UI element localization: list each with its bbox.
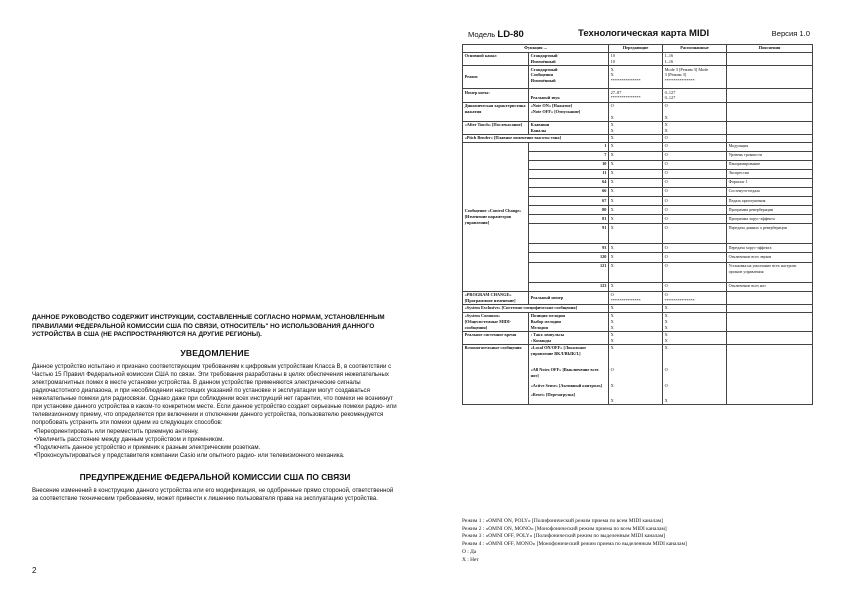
table-cell <box>529 331 609 344</box>
table-cell: X <box>609 188 663 197</box>
table-cell: X <box>609 169 663 178</box>
table-row-basic-channel <box>463 52 813 65</box>
table-cell: X <box>664 127 668 133</box>
table-cell <box>529 345 609 405</box>
table-cell <box>529 102 609 121</box>
table-cell: Позиция мелодии <box>530 312 566 318</box>
table-cell: X <box>609 142 663 151</box>
table-cell: 80 <box>529 206 609 215</box>
table-cell: X <box>609 135 663 143</box>
table-cell: Сообщения <box>530 72 553 78</box>
table-cell: X <box>609 262 663 282</box>
table-cell <box>663 291 727 304</box>
table-cell <box>663 89 727 102</box>
table-cell: «Local ON/OFF» [Локальное управление ВКЛ/ВЫКЛ.] <box>530 345 587 357</box>
table-cell: Сообщение «Control Change» [Изменение параметров управления] <box>463 142 529 291</box>
table-cell: X <box>664 332 668 338</box>
table-cell: «Pitch Bender» [Плавное изменение высоты тона] <box>463 135 609 143</box>
table-cell <box>663 331 727 344</box>
table-cell: X <box>610 324 614 330</box>
table-cell: 11 <box>529 169 609 178</box>
table-cell <box>609 89 663 102</box>
table-cell: X <box>610 72 614 78</box>
table-cell: Панорамирование <box>727 160 813 169</box>
table-cell: X <box>610 127 614 133</box>
table-cell: O <box>663 244 727 253</box>
table-cell: O <box>663 178 727 187</box>
table-cell <box>727 52 813 65</box>
table-cell: 0–127 <box>664 89 676 95</box>
table-row-note-number <box>463 89 813 102</box>
table-cell: Реальный номер <box>529 291 609 304</box>
table-cell: Передача данных о реверберации <box>727 224 813 244</box>
table-cell: X <box>609 282 663 291</box>
table-cell: X <box>609 304 663 312</box>
table-cell <box>727 345 813 405</box>
table-cell <box>727 66 813 89</box>
table-cell <box>663 102 727 121</box>
table-cell: Состенуто-педаль <box>727 188 813 197</box>
table-cell: O <box>663 135 727 143</box>
table-cell: O <box>610 291 614 297</box>
table-cell: «System Common» [Общесистемные MIDI-сообщения] <box>463 312 529 331</box>
table-cell: O <box>663 160 727 169</box>
table-cell: X <box>610 332 614 338</box>
bullet-item: • Увеличить расстояние между данным устройством и приемником. <box>34 436 398 444</box>
table-cell: Стандартный <box>530 53 558 59</box>
table-cell: 0–127 <box>664 95 676 101</box>
table-cell <box>727 121 813 134</box>
table-cell <box>663 345 727 405</box>
table-cell: X <box>664 337 668 343</box>
table-cell: O <box>663 206 727 215</box>
table-row-system-common <box>463 312 813 331</box>
table-cell: ************** <box>610 78 641 84</box>
table-cell: Отключение всех звуков <box>727 253 813 262</box>
table-cell: Изменённый <box>530 58 556 64</box>
col-transmitted: Передающие <box>609 45 663 53</box>
table-cell: 1–16 <box>664 53 674 59</box>
note-line: O : Да <box>462 548 477 555</box>
table-cell: X <box>609 224 663 244</box>
table-cell: X <box>664 318 668 324</box>
col-function: Функция ... <box>463 45 609 53</box>
table-cell: O <box>663 197 727 206</box>
table-cell <box>609 52 663 65</box>
table-cell <box>727 102 813 121</box>
table-cell: Режим <box>463 66 529 89</box>
table-cell: 3 [Режим 3] <box>664 72 687 78</box>
table-cell <box>529 121 609 134</box>
table-cell <box>609 331 663 344</box>
table-cell <box>727 135 813 143</box>
table-cell: X <box>609 178 663 187</box>
table-cell: Экспрессия <box>727 169 813 178</box>
table-cell: O <box>663 215 727 224</box>
table-cell: X <box>664 312 668 318</box>
table-cell: 1 <box>529 142 609 151</box>
table-cell <box>663 52 727 65</box>
note-line: Режим 2 : «OMNI ON, MONO» [Монофонический режим приема по всем MIDI каналам] <box>462 525 667 532</box>
table-cell: «Note ON» [Нажатие] <box>530 102 573 108</box>
table-cell: Отключение всех нот <box>727 282 813 291</box>
table-cell: ************** <box>664 78 695 84</box>
table-row-control-change <box>463 142 813 151</box>
table-cell: ************** <box>610 297 641 303</box>
table-cell <box>663 312 727 331</box>
notice-title: УВЕДОМЛЕНИЕ <box>180 347 250 358</box>
col-remarks: Пояснения <box>727 45 813 53</box>
table-cell: X <box>663 304 727 312</box>
note-line: X : Нет <box>462 556 479 563</box>
table-cell: O <box>663 169 727 178</box>
table-cell: 120 <box>529 253 609 262</box>
table-cell: 66 <box>529 188 609 197</box>
table-cell <box>531 357 607 367</box>
table-cell: «All Notes OFF» [Выключение всех нот] <box>530 367 599 378</box>
table-header-row <box>463 45 813 53</box>
table-cell: Установка на умолчание всех настроек органов управления <box>727 262 813 282</box>
table-cell: X <box>664 114 668 120</box>
table-cell: X <box>610 114 614 120</box>
table-cell: : Такт. импульсы <box>530 332 565 338</box>
table-cell: Стандартный <box>530 66 558 72</box>
fcc-caps-notice: ДАННОЕ РУКОВОДСТВО СОДЕРЖИТ ИНСТРУКЦИИ, СОСТАВЛЕННЫЕ СОГЛАСНО НОРМАМ, УСТАНОВЛЕННЫМ ПРАВИЛАМИ ФЕДЕРАЛЬНОЙ КОМИССИИ США ПО СВЯЗИ, ОТНОСИТЕЛЬ" НО ИСПОЛЬЗОВАНИЯ ДАННОГО УСТРОЙСТВА В США (НЕ РАСПРОСТРАНЯЮТСЯ НА ДРУГИЕ РЕГИОНЫ). <box>32 314 385 339</box>
table-cell <box>609 102 663 121</box>
table-cell: X <box>609 253 663 262</box>
table-cell: O <box>664 291 668 297</box>
table-cell: Изменённый <box>530 78 556 84</box>
warning-body: Внесение изменений в конструкцию данного устройства или его модификация, не одобренные прямо стороной, ответственной за соответствие техническим требованиям, может привести к лишению пользователя права на эксплуатацию устройства. <box>32 486 394 502</box>
table-cell: ************** <box>610 95 641 101</box>
notice-bullet-list <box>32 428 398 460</box>
table-cell: X <box>609 215 663 224</box>
table-cell <box>727 291 813 304</box>
table-cell: X <box>610 345 614 351</box>
table-cell: X <box>664 122 668 128</box>
table-cell: O <box>664 102 668 108</box>
table-cell: O <box>663 188 727 197</box>
table-cell <box>727 304 813 312</box>
chart-title: Технологическая карта MIDI <box>578 28 710 39</box>
page-number: 2 <box>32 566 37 575</box>
table-row-system-exclusive <box>463 304 813 312</box>
table-cell <box>529 312 609 331</box>
midi-chart-header <box>468 28 810 40</box>
table-row-system-realtime <box>463 331 813 344</box>
table-cell: ************** <box>664 297 695 303</box>
table-cell: Динамическая характеристика нажатия <box>463 102 529 121</box>
left-page <box>32 314 398 503</box>
table-cell: «Note OFF» [Отпускание] <box>530 108 581 114</box>
table-cell: Модуляция <box>727 142 813 151</box>
table-cell: O <box>663 142 727 151</box>
mode-notes <box>462 518 687 564</box>
table-cell <box>609 121 663 134</box>
table-cell <box>609 66 663 89</box>
table-cell: X <box>609 244 663 253</box>
table-cell: Педаль приглушения <box>727 197 813 206</box>
table-cell <box>663 66 727 89</box>
table-row-velocity <box>463 102 813 121</box>
table-cell: Основной канал <box>463 52 529 65</box>
table-cell: Реальное системное время <box>463 331 529 344</box>
col-recognized: Распознанные <box>663 45 727 53</box>
table-cell: 81 <box>529 215 609 224</box>
table-cell: 27–87 <box>610 89 622 95</box>
table-cell: O <box>663 224 727 244</box>
warning-title: ПРЕДУПРЕЖДЕНИЕ ФЕДЕРАЛЬНОЙ КОМИССИИ США ПО СВЯЗИ <box>79 471 351 482</box>
note-line: Режим 3 : «OMNI OFF, POLY» [Полифонический режим по выделенным MIDI каналам] <box>462 533 666 540</box>
table-cell: X <box>609 160 663 169</box>
table-cell <box>611 357 661 367</box>
table-cell: «PROGRAM CHANGE» [Программное изменение] <box>463 291 529 304</box>
table-cell: 121 <box>529 262 609 282</box>
table-cell: 91 <box>529 224 609 244</box>
table-cell: O <box>663 253 727 262</box>
table-cell: Форшлаг 1 <box>727 178 813 187</box>
version-label: Версия 1.0 <box>771 29 810 38</box>
table-cell: Вспомогательные сообщения <box>463 345 529 405</box>
table-cell: O <box>663 282 727 291</box>
table-cell <box>663 121 727 134</box>
note-line: Режим 4 : «OMNI OFF, MONO» [Монофонический режим приема по выделенным MIDI каналам] <box>462 541 687 548</box>
table-cell: Реальный звук <box>529 89 609 102</box>
table-cell: 1–16 <box>664 58 674 64</box>
table-cell: X <box>610 398 614 404</box>
notice-body: Данное устройство испытано и признано соответствующим требованиям к цифровым устройствам Класса B, в соответствии с Частью 15 Правил Федеральной комиссии США по связи. Эти требования разработаны в целях обеспечения нежелательных электромагнитных помех в месте установки устройства. В данном устройстве применяются электрические сигналы радиочастотного диапазона, и при несоблюдении настоящих указаний по установке и эксплуатации могут создаваться нежелательные помехи для радиосвязи. Однако даже при соблюдении всех инструкций нет гарантии, что помехи не возникнут при установке данного устройства в каком-то конкретном месте. Если данное устройство создает серьезные помехи радио- или телевизионному приему, что определяется при включении и отключении данного устройства, пользователю рекомендуется попробовать устранить эти помехи одним из следующих способов: <box>32 362 397 427</box>
table-cell: «System Exclusive» [Системно-специфические сообщения] <box>463 304 609 312</box>
table-cell: 7 <box>529 151 609 160</box>
model-label: Модель LD-80 <box>468 29 524 40</box>
table-cell: X <box>610 122 614 128</box>
table-cell: Mode 3 [Режим 3] Mode <box>664 66 709 72</box>
table-cell <box>727 89 813 102</box>
table-row-program-change <box>463 291 813 304</box>
model-value: LD-80 <box>497 29 524 40</box>
table-cell: X <box>664 324 668 330</box>
table-cell: O <box>610 102 614 108</box>
table-cell <box>665 357 725 367</box>
table-cell: X <box>664 398 668 404</box>
table-cell: X <box>609 206 663 215</box>
table-cell: «Active Sense» [Активный контроль] <box>530 382 603 388</box>
table-cell: 10 <box>529 160 609 169</box>
table-cell: O <box>664 382 668 388</box>
table-row-mode <box>463 66 813 89</box>
table-row-aftertouch <box>463 121 813 134</box>
table-cell: Каналы <box>530 127 547 133</box>
table-cell <box>529 52 609 65</box>
table-cell: O <box>610 367 614 373</box>
table-cell: «Reset» [Перезагрузка] <box>530 392 575 398</box>
table-cell: X <box>610 337 614 343</box>
table-cell <box>727 312 813 331</box>
table-cell: X <box>610 66 614 72</box>
table-cell: Уровень громкости <box>727 151 813 160</box>
table-cell: O <box>664 367 668 373</box>
table-cell: Клавиши <box>530 122 550 128</box>
table-row-pitch-bend <box>463 135 813 143</box>
table-cell: «After Touch» [Послекасание] <box>463 121 529 134</box>
table-cell: Программа хорус-эффекта <box>727 215 813 224</box>
table-cell: X <box>609 197 663 206</box>
table-cell <box>609 291 663 304</box>
table-cell: 10 <box>610 58 615 64</box>
table-cell <box>609 345 663 405</box>
bullet-item: • Переориентировать или переместить приемную антенну. <box>34 428 398 436</box>
table-cell: 123 <box>529 282 609 291</box>
midi-implementation-table <box>462 44 813 405</box>
table-cell: Программа реверберации <box>727 206 813 215</box>
table-cell: 67 <box>529 197 609 206</box>
table-cell: 93 <box>529 244 609 253</box>
bullet-item: • Подключить данное устройство и приемник к разным электрическим розеткам. <box>34 444 398 452</box>
table-cell: Передача хорус-эффекта <box>727 244 813 253</box>
table-cell: X <box>664 345 668 351</box>
table-cell: X <box>609 151 663 160</box>
table-cell: Номер ноты: <box>463 89 529 102</box>
table-cell: 64 <box>529 178 609 187</box>
table-cell <box>529 66 609 89</box>
table-cell: X <box>610 312 614 318</box>
table-cell: : Команды <box>530 337 552 343</box>
table-cell: X <box>610 318 614 324</box>
table-cell: O <box>663 151 727 160</box>
table-cell <box>609 312 663 331</box>
table-row-aux-messages <box>463 345 813 405</box>
bullet-item: • Проконсультироваться у представителя компании Casio или опытного радио- или телевизионного механика. <box>34 452 398 460</box>
table-cell: Выбор мелодии <box>530 318 561 324</box>
table-cell: Мелодия <box>530 324 548 330</box>
table-cell: O <box>663 262 727 282</box>
table-cell <box>727 331 813 344</box>
table-cell: 10 <box>610 53 615 59</box>
table-cell: X <box>610 382 614 388</box>
note-line: Режим 1 : «OMNI ON, POLY» [Полифонический режим приема по всем MIDI каналам] <box>462 518 663 524</box>
